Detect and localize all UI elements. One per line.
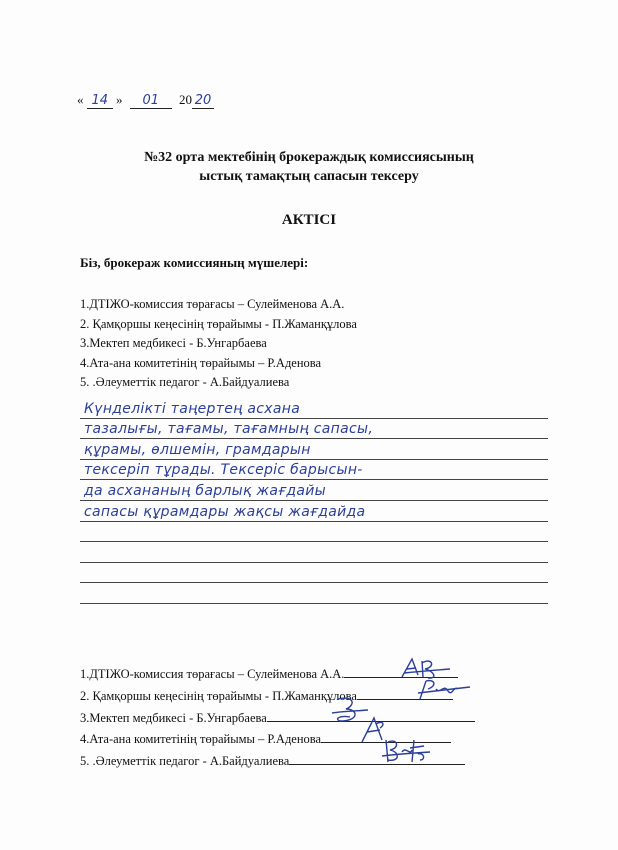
signature-mark — [380, 734, 432, 768]
signature-row — [80, 685, 475, 707]
date-year-suffix: 20 — [192, 93, 214, 109]
ruled-line — [80, 522, 548, 543]
date-day: 14 — [87, 93, 113, 109]
ruled-line — [80, 583, 548, 604]
ruled-line — [80, 542, 548, 563]
members-list — [80, 295, 357, 393]
signature-label: 3.Мектеп медбикесі - Б.Унгарбаева — [80, 710, 267, 725]
ruled-line — [80, 501, 548, 522]
signature-label: 5. .Әлеуметтік педагог - А.Байдуалиева — [80, 754, 290, 769]
handwritten-text: да асхананың барлық жағдайы — [84, 482, 326, 499]
signature-row — [80, 750, 475, 772]
ruled-line — [80, 480, 548, 501]
member-item: 1.ДТІЖО-комиссия төрағасы – Сулейменова А.А. — [80, 297, 345, 311]
intro-text: Біз, брокераж комиссияның мүшелері: — [80, 255, 309, 270]
document-title-line2: ыстық тамақтың сапасын тексеру — [199, 169, 419, 184]
date-year-prefix: 20 — [179, 92, 192, 107]
document-act-heading: АКТІСІ — [281, 212, 337, 228]
handwritten-text: сапасы құрамдары жақсы жағдайда — [84, 503, 366, 520]
signature-mark — [414, 675, 474, 703]
ruled-line — [80, 398, 548, 419]
handwritten-text: Күнделікті таңертең асхана — [84, 400, 301, 417]
ruled-line — [80, 419, 548, 440]
signature-label: 2. Қамқоршы кеңесінің төрайымы - П.Жаманқұлова — [80, 688, 357, 703]
date-open-quote: « — [77, 92, 84, 107]
ruled-lines — [80, 398, 548, 604]
handwritten-text: тексеріп тұрады. Тексеріс барысын- — [84, 462, 363, 479]
date-month: 01 — [130, 93, 172, 109]
member-item: 4.Ата-ана комитетінің төрайымы – Р.Аденова — [80, 355, 322, 370]
ruled-line — [80, 439, 548, 460]
member-item: 5. .Әлеуметтік педагог - А.Байдуалиева — [80, 375, 290, 389]
date-close-quote: » — [116, 92, 123, 107]
member-item: 2. Қамқоршы кеңесінің төрайымы - П.Жаманқұлова — [80, 316, 357, 331]
member-item: 3.Мектеп медбикесі - Б.Унгарбаева — [80, 336, 267, 350]
ruled-line — [80, 460, 548, 481]
handwritten-text: құрамы, өлшемін, грамдарын — [84, 441, 311, 458]
signature-label: 4.Ата-ана комитетінің төрайымы – Р.Аденова — [80, 732, 322, 747]
signature-row — [80, 707, 475, 729]
ruled-line — [80, 563, 548, 584]
signature-block — [80, 663, 475, 772]
signature-label: 1.ДТІЖО-комиссия төрағасы – Сулейменова А.А. — [80, 667, 345, 681]
handwritten-text: тазалығы, тағамы, тағамның сапасы, — [84, 421, 374, 438]
document-title-line1: №32 орта мектебінің брокераждық комиссиясының — [144, 150, 474, 165]
document-date — [77, 92, 214, 109]
signature-line — [289, 750, 465, 765]
